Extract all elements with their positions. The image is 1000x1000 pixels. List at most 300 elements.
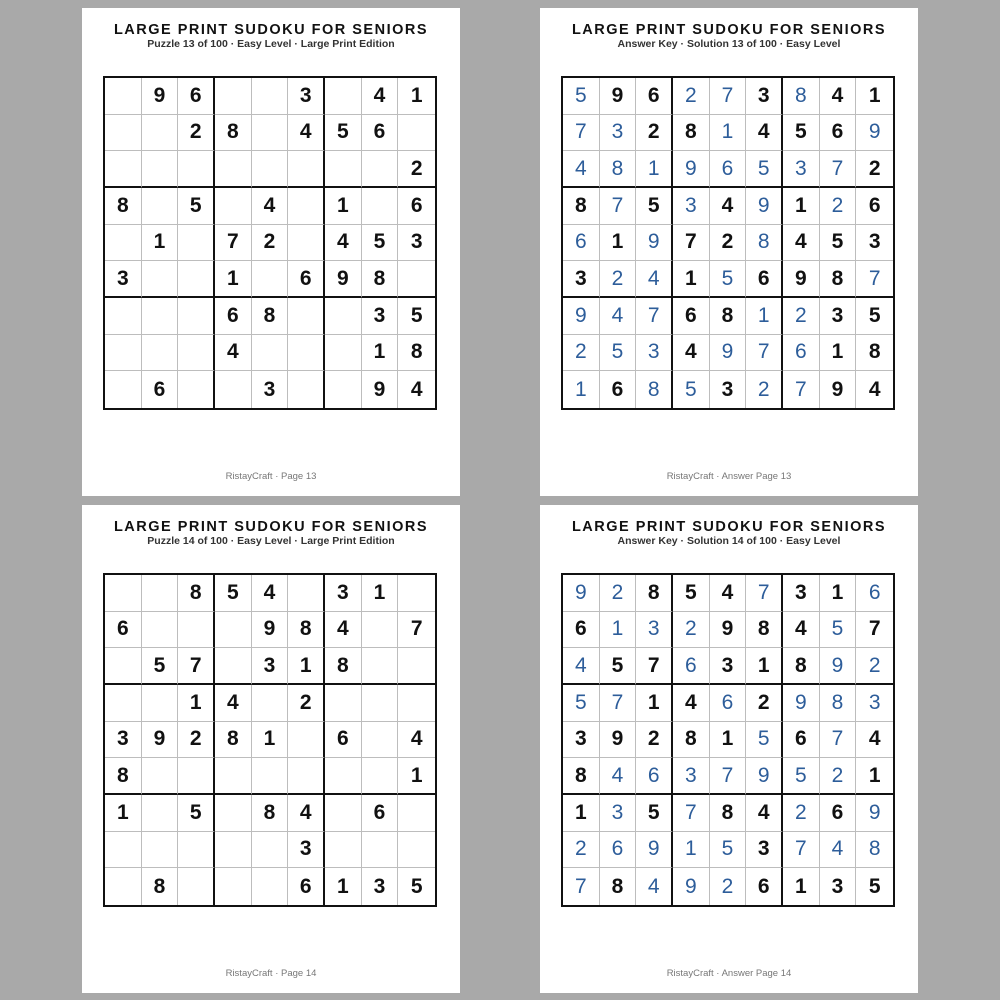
sudoku-cell: 3 [746, 832, 783, 869]
sudoku-cell: 8 [252, 298, 289, 335]
sudoku-cell: 3 [563, 722, 600, 759]
sudoku-cell: 4 [215, 685, 252, 722]
sudoku-cell: 8 [600, 151, 637, 188]
sudoku-cell [288, 758, 325, 795]
sudoku-cell: 8 [325, 648, 362, 685]
sudoku-cell [215, 648, 252, 685]
sudoku-cell [288, 225, 325, 262]
sudoku-cell [215, 795, 252, 832]
sudoku-cell: 8 [142, 868, 179, 905]
sudoku-cell [105, 225, 142, 262]
sudoku-cell [142, 832, 179, 869]
sudoku-cell [215, 868, 252, 905]
sudoku-cell: 8 [636, 371, 673, 408]
sudoku-cell: 6 [636, 78, 673, 115]
sudoku-cell [215, 78, 252, 115]
sudoku-cell [252, 261, 289, 298]
sudoku-cell [288, 188, 325, 225]
sudoku-cell: 7 [600, 188, 637, 225]
sudoku-cell: 8 [252, 795, 289, 832]
sudoku-cell [252, 685, 289, 722]
sudoku-cell [252, 758, 289, 795]
sudoku-cell: 6 [325, 722, 362, 759]
sudoku-cell [362, 188, 399, 225]
sudoku-cell: 2 [563, 335, 600, 372]
sudoku-cell: 6 [600, 371, 637, 408]
page-footer: RistayCraft · Answer Page 14 [666, 968, 792, 979]
sudoku-cell [178, 298, 215, 335]
sudoku-cell: 8 [178, 575, 215, 612]
sudoku-cell: 9 [142, 722, 179, 759]
sudoku-grid [561, 76, 895, 410]
sudoku-cell [215, 188, 252, 225]
sudoku-cell: 2 [710, 225, 747, 262]
sudoku-cell: 6 [746, 261, 783, 298]
sudoku-cell [325, 78, 362, 115]
sudoku-cell [105, 575, 142, 612]
sudoku-cell [142, 115, 179, 152]
sudoku-cell [105, 685, 142, 722]
sudoku-cell: 8 [600, 868, 637, 905]
sudoku-cell: 4 [856, 722, 893, 759]
sudoku-cell [362, 722, 399, 759]
sudoku-cell: 5 [673, 371, 710, 408]
sudoku-cell: 4 [600, 758, 637, 795]
sudoku-cell: 5 [710, 261, 747, 298]
sudoku-cell [178, 612, 215, 649]
sudoku-cell: 8 [783, 648, 820, 685]
sudoku-cell [398, 648, 435, 685]
sudoku-cell: 1 [563, 371, 600, 408]
sudoku-cell [142, 575, 179, 612]
sudoku-cell [325, 795, 362, 832]
sudoku-cell: 3 [783, 151, 820, 188]
sudoku-cell: 5 [636, 188, 673, 225]
sudoku-cell: 5 [746, 151, 783, 188]
sudoku-cell: 3 [710, 648, 747, 685]
sudoku-cell: 4 [710, 188, 747, 225]
sudoku-cell: 2 [820, 758, 857, 795]
page-title: LARGE PRINT SUDOKU FOR SENIORS [113, 22, 429, 38]
sudoku-cell [215, 612, 252, 649]
sudoku-cell: 1 [362, 335, 399, 372]
sudoku-cell: 6 [215, 298, 252, 335]
sudoku-cell: 1 [362, 575, 399, 612]
sudoku-cell [105, 335, 142, 372]
sudoku-cell: 3 [105, 261, 142, 298]
sudoku-cell [252, 151, 289, 188]
sudoku-cell: 9 [252, 612, 289, 649]
sudoku-cell [362, 685, 399, 722]
sudoku-cell: 8 [673, 115, 710, 152]
sudoku-cell: 3 [673, 758, 710, 795]
sudoku-cell: 1 [710, 115, 747, 152]
sudoku-cell: 9 [820, 371, 857, 408]
sudoku-cell: 2 [636, 115, 673, 152]
sudoku-cell [178, 832, 215, 869]
sudoku-cell: 3 [710, 371, 747, 408]
sudoku-cell: 9 [325, 261, 362, 298]
sudoku-cell: 5 [673, 575, 710, 612]
sudoku-cell: 5 [600, 648, 637, 685]
sudoku-cell: 5 [563, 78, 600, 115]
sudoku-cell: 6 [178, 78, 215, 115]
sudoku-cell: 9 [710, 335, 747, 372]
sudoku-cell: 4 [252, 188, 289, 225]
sudoku-cell: 5 [636, 795, 673, 832]
sudoku-cell: 1 [600, 225, 637, 262]
sudoku-cell [288, 298, 325, 335]
sudoku-cell: 5 [142, 648, 179, 685]
sudoku-cell: 5 [178, 188, 215, 225]
sudoku-cell [252, 115, 289, 152]
sudoku-cell: 2 [673, 78, 710, 115]
sudoku-cell [142, 795, 179, 832]
sudoku-cell: 5 [362, 225, 399, 262]
sudoku-cell: 6 [600, 832, 637, 869]
sudoku-cell: 5 [820, 225, 857, 262]
sudoku-cell: 1 [710, 722, 747, 759]
sudoku-cell [178, 868, 215, 905]
sudoku-cell: 7 [673, 795, 710, 832]
sudoku-cell: 6 [105, 612, 142, 649]
sudoku-cell [252, 868, 289, 905]
sudoku-cell: 7 [710, 78, 747, 115]
sudoku-cell: 4 [868, 377, 881, 401]
sudoku-cell: 6 [142, 371, 179, 408]
sudoku-cell: 2 [783, 795, 820, 832]
sudoku-cell: 6 [710, 151, 747, 188]
sudoku-cell [398, 261, 435, 298]
sudoku-cell: 4 [746, 795, 783, 832]
sudoku-cell [325, 151, 362, 188]
sudoku-cell: 6 [710, 685, 747, 722]
sudoku-cell: 5 [783, 115, 820, 152]
sudoku-cell: 7 [636, 648, 673, 685]
sudoku-cell: 9 [783, 685, 820, 722]
sudoku-cell: 4 [563, 648, 600, 685]
sudoku-cell: 1 [563, 795, 600, 832]
sudoku-cell: 5 [398, 298, 435, 335]
sudoku-cell: 4 [783, 612, 820, 649]
sudoku-cell: 6 [746, 868, 783, 905]
sudoku-cell: 3 [746, 78, 783, 115]
sudoku-cell: 7 [710, 758, 747, 795]
sudoku-cell: 3 [820, 868, 857, 905]
puzzle-page-13 [82, 8, 460, 496]
sudoku-cell: 7 [563, 868, 600, 905]
sudoku-cell: 3 [820, 298, 857, 335]
sudoku-cell: 8 [563, 188, 600, 225]
sudoku-cell [178, 371, 215, 408]
sudoku-cell [215, 151, 252, 188]
sudoku-cell [105, 868, 142, 905]
sudoku-cell: 6 [856, 575, 893, 612]
sudoku-cell [288, 151, 325, 188]
sudoku-cell: 2 [636, 722, 673, 759]
sudoku-cell [362, 151, 399, 188]
sudoku-cell: 2 [783, 298, 820, 335]
sudoku-cell: 8 [362, 261, 399, 298]
sudoku-cell: 9 [636, 225, 673, 262]
sudoku-cell [105, 298, 142, 335]
sudoku-cell: 3 [362, 868, 399, 905]
sudoku-cell: 5 [820, 612, 857, 649]
sudoku-cell: 6 [673, 298, 710, 335]
sudoku-cell: 5 [856, 298, 893, 335]
sudoku-cell [142, 758, 179, 795]
sudoku-cell [288, 575, 325, 612]
sudoku-cell [252, 78, 289, 115]
sudoku-cell: 1 [215, 261, 252, 298]
sudoku-cell: 2 [178, 115, 215, 152]
sudoku-cell: 1 [673, 832, 710, 869]
sudoku-cell [105, 151, 142, 188]
sudoku-cell [325, 685, 362, 722]
sudoku-cell: 4 [288, 795, 325, 832]
sudoku-cell: 2 [563, 832, 600, 869]
sudoku-cell: 9 [563, 298, 600, 335]
sudoku-cell: 7 [783, 832, 820, 869]
sudoku-cell: 3 [563, 261, 600, 298]
sudoku-cell: 8 [288, 612, 325, 649]
sudoku-cell: 5 [410, 874, 423, 898]
sudoku-cell: 8 [398, 335, 435, 372]
sudoku-cell [105, 648, 142, 685]
sudoku-cell: 3 [252, 648, 289, 685]
sudoku-cell: 4 [252, 575, 289, 612]
sudoku-cell: 1 [325, 868, 362, 905]
sudoku-grid [103, 76, 437, 410]
sudoku-cell [325, 371, 362, 408]
sudoku-cell: 3 [252, 371, 289, 408]
sudoku-cell [325, 335, 362, 372]
sudoku-cell [398, 575, 435, 612]
sudoku-cell: 1 [288, 648, 325, 685]
sudoku-cell [142, 188, 179, 225]
sudoku-cell: 1 [746, 648, 783, 685]
sudoku-cell [105, 115, 142, 152]
sudoku-cell: 4 [398, 722, 435, 759]
sudoku-cell: 5 [600, 335, 637, 372]
sudoku-cell: 6 [783, 722, 820, 759]
sudoku-cell: 7 [746, 575, 783, 612]
sudoku-cell: 8 [746, 612, 783, 649]
sudoku-cell [178, 225, 215, 262]
sudoku-cell: 3 [636, 335, 673, 372]
sudoku-cell: 4 [325, 612, 362, 649]
sudoku-cell [105, 78, 142, 115]
sudoku-cell [178, 758, 215, 795]
sudoku-cell [362, 648, 399, 685]
sudoku-cell [105, 832, 142, 869]
sudoku-cell: 8 [636, 575, 673, 612]
sudoku-cell [142, 685, 179, 722]
sudoku-cell [142, 298, 179, 335]
sudoku-cell: 9 [600, 722, 637, 759]
sudoku-cell [325, 832, 362, 869]
sudoku-cell [215, 758, 252, 795]
sudoku-cell: 8 [563, 758, 600, 795]
page-subtitle: Puzzle 14 of 100 · Easy Level · Large Print Edition [147, 535, 395, 547]
sudoku-cell: 9 [820, 648, 857, 685]
sudoku-cell: 5 [868, 874, 881, 898]
sudoku-cell: 9 [856, 795, 893, 832]
sudoku-cell: 8 [710, 795, 747, 832]
sudoku-cell: 8 [746, 225, 783, 262]
sudoku-cell: 9 [673, 151, 710, 188]
page-title: LARGE PRINT SUDOKU FOR SENIORS [113, 519, 429, 535]
sudoku-cell: 6 [636, 758, 673, 795]
sudoku-cell: 9 [746, 758, 783, 795]
sudoku-cell: 9 [746, 188, 783, 225]
sudoku-cell: 1 [325, 188, 362, 225]
sudoku-cell: 7 [178, 648, 215, 685]
sudoku-cell: 8 [856, 335, 893, 372]
sudoku-cell: 6 [673, 648, 710, 685]
sudoku-cell: 9 [563, 575, 600, 612]
sudoku-cell: 3 [288, 78, 325, 115]
sudoku-cell: 8 [105, 758, 142, 795]
sudoku-cell: 7 [673, 225, 710, 262]
page-title: LARGE PRINT SUDOKU FOR SENIORS [571, 22, 887, 38]
sudoku-cell: 5 [783, 758, 820, 795]
sudoku-cell: 8 [215, 115, 252, 152]
sudoku-cell: 5 [215, 575, 252, 612]
sudoku-cell: 4 [820, 78, 857, 115]
sudoku-cell: 6 [288, 868, 325, 905]
page-footer: RistayCraft · Page 14 [225, 968, 317, 979]
sudoku-cell: 4 [288, 115, 325, 152]
sudoku-cell: 3 [600, 795, 637, 832]
sudoku-cell: 4 [600, 298, 637, 335]
sudoku-grid [561, 573, 895, 907]
sudoku-cell [142, 612, 179, 649]
sudoku-cell [325, 758, 362, 795]
sudoku-cell: 7 [398, 612, 435, 649]
sudoku-cell [288, 722, 325, 759]
sudoku-cell [362, 832, 399, 869]
sudoku-cell: 2 [746, 685, 783, 722]
sudoku-cell [178, 261, 215, 298]
sudoku-cell: 5 [563, 685, 600, 722]
sudoku-cell [362, 758, 399, 795]
sudoku-cell: 9 [142, 78, 179, 115]
sudoku-cell: 1 [673, 261, 710, 298]
page-subtitle: Answer Key · Solution 14 of 100 · Easy Level [617, 535, 841, 547]
sudoku-cell: 3 [783, 575, 820, 612]
sudoku-cell: 8 [673, 722, 710, 759]
sudoku-cell: 3 [398, 225, 435, 262]
sudoku-cell [252, 335, 289, 372]
sudoku-cell [398, 685, 435, 722]
sudoku-cell: 5 [710, 832, 747, 869]
sudoku-cell: 6 [856, 188, 893, 225]
sudoku-cell: 4 [325, 225, 362, 262]
sudoku-cell: 5 [178, 795, 215, 832]
sudoku-cell: 4 [636, 868, 673, 905]
sudoku-cell [362, 612, 399, 649]
sudoku-cell: 1 [398, 758, 435, 795]
sudoku-cell: 1 [636, 151, 673, 188]
sudoku-cell: 1 [636, 685, 673, 722]
sudoku-cell [398, 832, 435, 869]
sudoku-cell: 4 [215, 335, 252, 372]
sudoku-cell: 9 [856, 115, 893, 152]
sudoku-cell: 2 [600, 575, 637, 612]
sudoku-cell: 6 [362, 795, 399, 832]
sudoku-cell: 4 [820, 832, 857, 869]
sudoku-cell [215, 832, 252, 869]
sudoku-cell: 7 [746, 335, 783, 372]
sudoku-cell: 2 [673, 612, 710, 649]
sudoku-cell: 1 [783, 868, 820, 905]
sudoku-cell: 4 [710, 575, 747, 612]
sudoku-cell: 3 [288, 832, 325, 869]
sudoku-cell: 4 [410, 377, 423, 401]
sudoku-cell: 8 [105, 188, 142, 225]
sudoku-cell: 3 [600, 115, 637, 152]
sudoku-cell [142, 261, 179, 298]
sudoku-cell: 1 [783, 188, 820, 225]
sudoku-cell [288, 335, 325, 372]
sudoku-cell: 6 [398, 188, 435, 225]
answer-page-13 [540, 8, 918, 496]
sudoku-cell [215, 371, 252, 408]
sudoku-cell: 3 [636, 612, 673, 649]
sudoku-cell: 2 [820, 188, 857, 225]
page-footer: RistayCraft · Answer Page 13 [666, 471, 792, 482]
page-subtitle: Answer Key · Solution 13 of 100 · Easy Level [617, 38, 841, 50]
sudoku-cell: 3 [673, 188, 710, 225]
sudoku-cell: 5 [746, 722, 783, 759]
sudoku-cell: 1 [142, 225, 179, 262]
sudoku-cell: 2 [252, 225, 289, 262]
page-title: LARGE PRINT SUDOKU FOR SENIORS [571, 519, 887, 535]
sudoku-cell: 6 [820, 115, 857, 152]
sudoku-cell: 6 [362, 115, 399, 152]
sudoku-cell: 9 [362, 371, 399, 408]
sudoku-cell [398, 795, 435, 832]
sudoku-cell: 9 [636, 832, 673, 869]
sudoku-cell: 1 [856, 758, 893, 795]
sudoku-cell: 1 [252, 722, 289, 759]
sudoku-cell: 4 [362, 78, 399, 115]
sudoku-cell: 6 [820, 795, 857, 832]
sudoku-cell [398, 115, 435, 152]
sudoku-cell [178, 335, 215, 372]
sudoku-cell: 7 [636, 298, 673, 335]
sudoku-cell [178, 151, 215, 188]
page-subtitle: Puzzle 13 of 100 · Easy Level · Large Print Edition [147, 38, 395, 50]
sudoku-cell: 6 [783, 335, 820, 372]
sudoku-cell: 3 [325, 575, 362, 612]
sudoku-cell: 4 [746, 115, 783, 152]
sudoku-cell: 1 [600, 612, 637, 649]
sudoku-cell [252, 832, 289, 869]
sudoku-cell: 2 [856, 151, 893, 188]
sudoku-cell: 2 [288, 685, 325, 722]
sudoku-cell: 2 [856, 648, 893, 685]
sudoku-cell: 1 [398, 78, 435, 115]
sudoku-cell: 2 [178, 722, 215, 759]
sudoku-cell: 4 [783, 225, 820, 262]
sudoku-cell: 1 [746, 298, 783, 335]
sudoku-cell: 3 [362, 298, 399, 335]
sudoku-cell: 2 [398, 151, 435, 188]
answer-page-14 [540, 505, 918, 993]
sudoku-cell: 7 [856, 612, 893, 649]
